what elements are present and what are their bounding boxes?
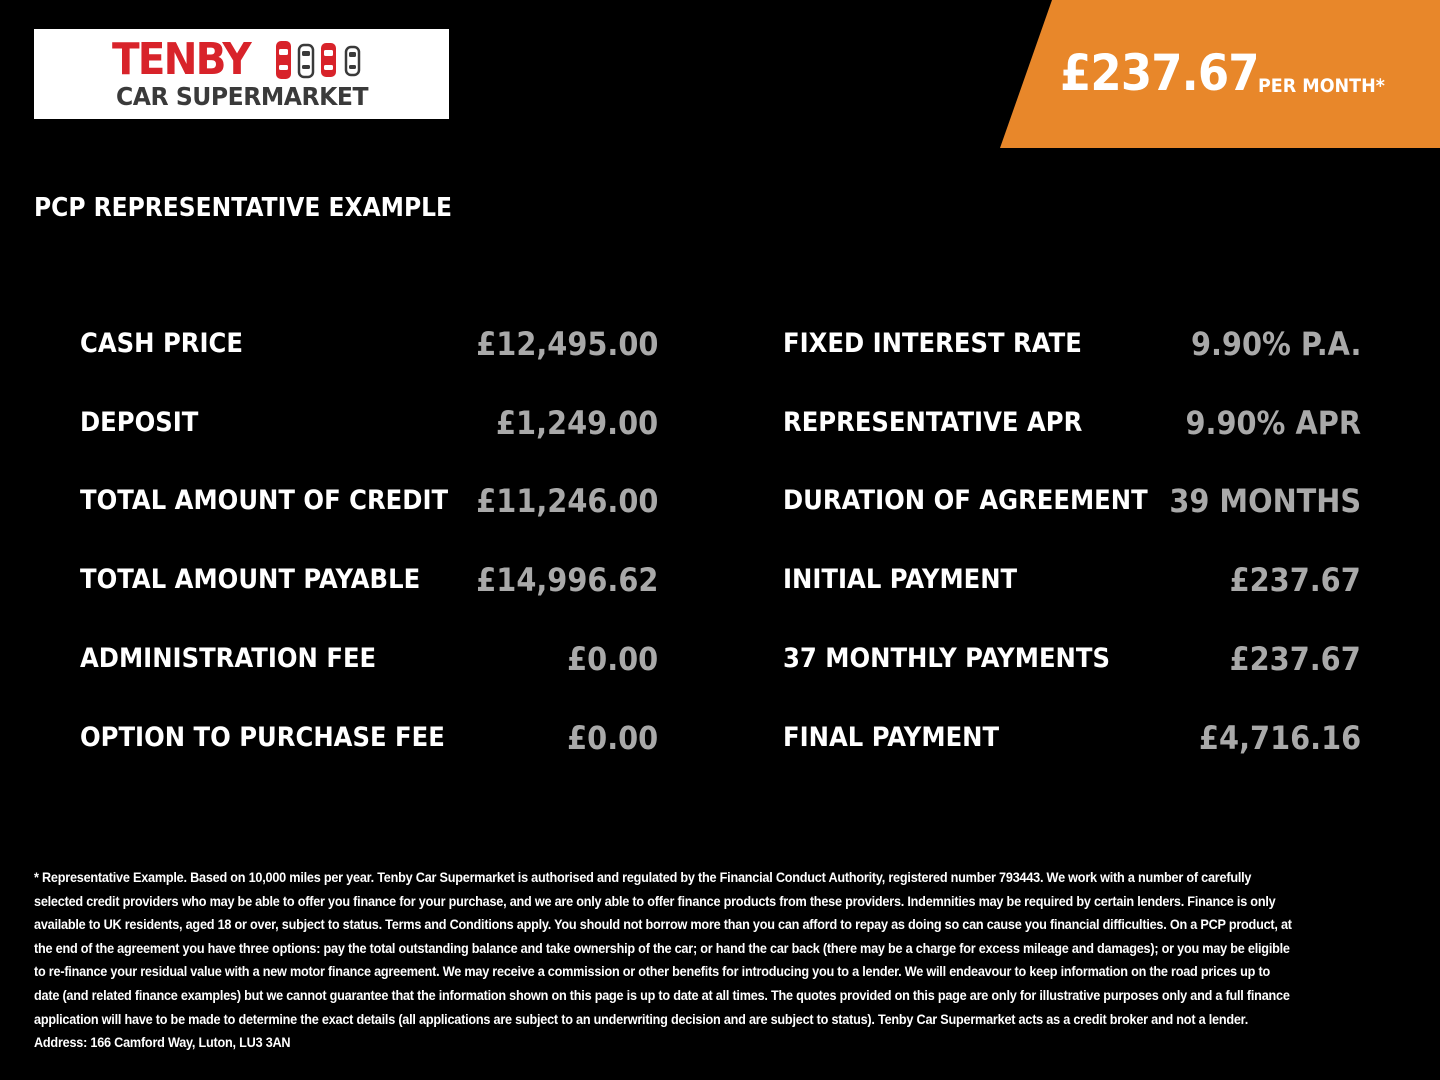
row-value-monthly-payments: £237.67 (1229, 640, 1361, 678)
disclaimer-text: * Representative Example. Based on 10,000 miles per year. Tenby Car Supermarket is authorised and regulated by the Financial Conduct Authority, registered number 793443. We work with a number of carefully selected credit providers who may be able to offer you finance for your purchase, and we are only able to offer finance products from these providers. Indemnities may be required by certain lenders. Finance is only available to UK residents, aged 18 or over, subject to status. Terms and Conditions apply. You should not borrow more than you can afford to repay as doing so can cause you financial difficulties. On a PCP product, at the end of the agreement you have three options: pay the total outstanding balance and take ownership of the car; or hand the car back (there may be a charge for excess mileage and damages); or you may be eligible to re-finance your residual value with a new motor finance agreement. We may receive a commission or other benefits for introducing you to a lender. We will endeavour to keep information on the road prices up to date (and related finance examples) but we cannot guarantee that the information shown on this page is up to date at all times. The quotes provided on this page are only for illustrative purposes only and a full finance application will have to be made to determine the exact details (all applications are subject to an underwriting decision and are subject to status). Tenby Car Supermarket acts as a credit broker and not a lender. Address: 166 Camford Way, Luton, LU3 3AN (34, 869, 1292, 1051)
row-value-deposit: £1,249.00 (495, 404, 658, 442)
row-label-deposit: DEPOSIT (80, 407, 199, 438)
row-value-final-payment: £4,716.16 (1198, 719, 1361, 757)
car-red-icon-1 (276, 41, 291, 79)
row-value-cash-price: £12,495.00 (475, 325, 658, 363)
row-label-duration: DURATION OF AGREEMENT (783, 485, 1148, 516)
row-label-final-payment: FINAL PAYMENT (783, 722, 1000, 753)
logo-top (112, 34, 262, 85)
row-value-total-credit: £11,246.00 (475, 482, 658, 520)
monthly-price: £237.67 (1060, 44, 1259, 102)
row-label-total-credit: TOTAL AMOUNT OF CREDIT (80, 485, 449, 516)
row-label-total-payable: TOTAL AMOUNT PAYABLE (80, 564, 421, 595)
logo (34, 29, 449, 119)
car-grey-icon-1 (299, 45, 313, 77)
row-label-initial-payment: INITIAL PAYMENT (783, 564, 1018, 595)
per-month-label: PER MONTH* (1258, 75, 1385, 97)
cars-row-icon (274, 39, 372, 81)
row-value-interest-rate: 9.90% P.A. (1190, 325, 1361, 363)
row-value-option-fee: £0.00 (566, 719, 658, 757)
row-label-admin-fee: ADMINISTRATION FEE (80, 643, 377, 674)
page-title: PCP REPRESENTATIVE EXAMPLE (34, 193, 453, 223)
logo-brand-word: TENBY (112, 34, 250, 85)
row-value-duration: 39 MONTHS (1169, 482, 1361, 520)
row-value-total-payable: £14,996.62 (475, 561, 658, 599)
row-value-initial-payment: £237.67 (1229, 561, 1361, 599)
price-flag (1000, 0, 1440, 148)
row-value-admin-fee: £0.00 (566, 640, 658, 678)
row-label-cash-price: CASH PRICE (80, 328, 243, 359)
car-red-icon-2 (321, 43, 336, 77)
car-grey-icon-2 (346, 47, 359, 75)
row-value-apr: 9.90% APR (1185, 404, 1361, 442)
row-label-interest-rate: FIXED INTEREST RATE (783, 328, 1082, 359)
row-label-apr: REPRESENTATIVE APR (783, 407, 1083, 438)
row-label-monthly-payments: 37 MONTHLY PAYMENTS (783, 643, 1110, 674)
logo-sub-word: CAR SUPERMARKET (116, 82, 369, 111)
row-label-option-fee: OPTION TO PURCHASE FEE (80, 722, 445, 753)
